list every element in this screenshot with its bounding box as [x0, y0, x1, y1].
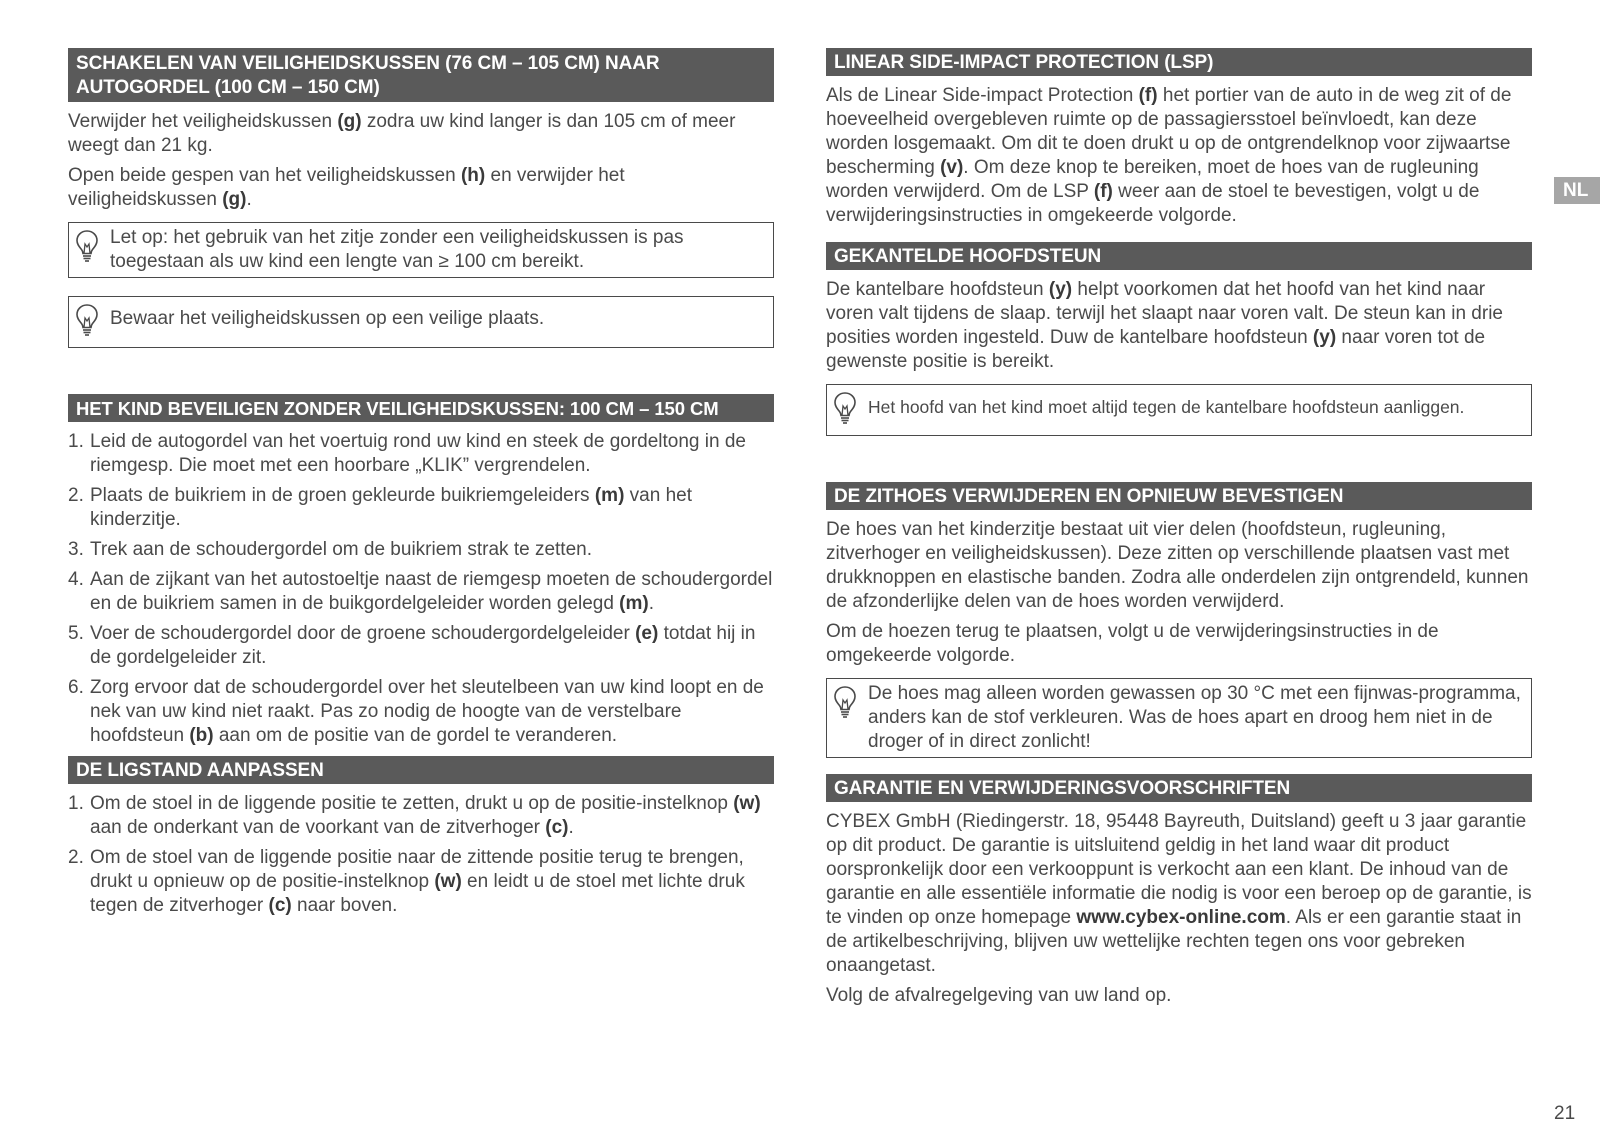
reference-label: (v): [940, 157, 964, 178]
text-run: Trek aan de schoudergordel om de buikriem strak te zetten.: [90, 539, 592, 560]
paragraph: [826, 984, 1532, 1008]
text-run: van het kinderzitje.: [90, 485, 693, 530]
paragraph: [826, 84, 1532, 228]
reference-label: (b): [189, 725, 214, 746]
text-run: . Om deze knop te bereiken, moet de hoes van de rugleuning worden verwijderd. Om de LSP: [826, 157, 1479, 202]
page-number: 21: [1554, 1103, 1576, 1124]
reference-label: (c): [545, 817, 569, 838]
section-heading: DE LIGSTAND AANPASSEN: [68, 756, 774, 784]
numbered-list: [68, 430, 774, 748]
lightbulb-icon: [75, 303, 99, 337]
note-box: [826, 384, 1532, 436]
note-text: Het hoofd van het kind moet altijd tegen de kantelbare hoofdsteun aanliggen.: [868, 397, 1465, 417]
text-run: weer aan de stoel te bevestigen, volgt u de verwijderingsinstructies in omgekeerde volgorde.: [826, 181, 1480, 226]
reference-label: www.cybex-online.com: [1076, 907, 1286, 928]
text-run: Om de stoel in de liggende positie te zetten, drukt u op de positie-instelknop: [90, 793, 734, 814]
reference-label: (w): [733, 793, 761, 814]
note-text: Let op: het gebruik van het zitje zonder een veiligheidskussen is pas toegestaan als uw kind een lengte van ≥ 100 cm bereikt.: [110, 227, 684, 272]
list-item: [68, 538, 774, 562]
text-run: Open beide gespen van het veiligheidskussen: [68, 165, 461, 186]
text-run: Om de stoel van de liggende positie naar de zittende positie terug te brengen, drukt u opnieuw op de positie-instelknop: [90, 847, 744, 892]
reference-label: (h): [460, 165, 486, 186]
text-run: Om de hoezen terug te plaatsen, volgt u de verwijderingsinstructies in de omgekeerde volgorde.: [826, 621, 1439, 666]
reference-label: (m): [619, 593, 649, 614]
text-run: totdat hij in de gordelgeleider zit.: [90, 623, 756, 668]
list-number: 1.: [68, 793, 84, 814]
paragraph: [826, 810, 1532, 978]
paragraph: [68, 164, 774, 212]
text-run: .: [246, 189, 252, 210]
list-item-text: [90, 485, 692, 530]
text-run: .: [648, 593, 655, 614]
section-heading: HET KIND BEVEILIGEN ZONDER VEILIGHEIDSKUSSEN: 100 CM – 150 CM: [68, 394, 774, 422]
list-item-text: [90, 431, 746, 476]
reference-label: (g): [337, 111, 362, 132]
list-item-text: [90, 677, 764, 746]
note-box: [68, 222, 774, 278]
list-number: 6.: [68, 677, 84, 698]
list-item: [68, 484, 774, 532]
language-tab: NL: [1554, 177, 1600, 204]
note-text: Bewaar het veiligheidskussen op een veilige plaats.: [110, 308, 545, 329]
text-run: en leidt u de stoel met lichte druk tegen de zitverhoger: [90, 871, 745, 916]
text-run: aan de onderkant van de voorkant van de zitverhoger: [90, 817, 546, 838]
text-run: .: [568, 817, 574, 838]
reference-label: (m): [594, 485, 625, 506]
text-run: naar boven.: [291, 895, 398, 916]
section-heading: GARANTIE EN VERWIJDERINGSVOORSCHRIFTEN: [826, 774, 1532, 802]
section-heading: GEKANTELDE HOOFDSTEUN: [826, 242, 1532, 270]
text-run: De kantelbare hoofdsteun: [826, 279, 1049, 300]
reference-label: (c): [268, 895, 292, 916]
section-heading: LINEAR SIDE-IMPACT PROTECTION (LSP): [826, 48, 1532, 76]
list-number: 2.: [68, 485, 84, 506]
lightbulb-icon: [833, 685, 857, 719]
text-run: Leid de autogordel van het voertuig rond uw kind en steek de gordeltong in de riemgesp. Die moet met een hoorbare „KLIK” vergrendelen.: [90, 431, 746, 476]
section-heading: SCHAKELEN VAN VEILIGHEIDSKUSSEN (76 CM – 105 CM) NAAR AUTOGORDEL (100 CM – 150 CM): [68, 48, 774, 102]
text-run: Voer de schoudergordel door de groene schoudergordelgeleider: [90, 623, 636, 644]
list-item: [68, 622, 774, 670]
paragraph: [68, 110, 774, 158]
reference-label: (y): [1312, 327, 1337, 348]
reference-label: (g): [222, 189, 247, 210]
list-item-text: [90, 623, 755, 668]
list-number: 1.: [68, 431, 84, 452]
text-run: Plaats de buikriem in de groen gekleurde buikriemgeleiders: [90, 485, 595, 506]
text-run: helpt voorkomen dat het hoofd van het kind naar voren valt tijdens de slaap. terwijl het slaapt naar voren valt. De steun kan in drie posities worden ingesteld. Duw de kantelbare hoofdsteun: [826, 279, 1503, 348]
list-item-text: [90, 539, 592, 560]
right-column: [826, 48, 1532, 1014]
text-run: zodra uw kind langer is dan 105 cm of meer weegt dan 21 kg.: [68, 111, 736, 156]
text-run: het portier van de auto in de weg zit of de hoeveelheid overgebleven ruimte op de passagiersstoel beïnvloedt, kan deze worden losgemaakt. Om dit te doen drukt u op de ontgrendelknop voor zijwaartse bescherming: [826, 85, 1512, 178]
note-text: De hoes mag alleen worden gewassen op 30 °C met een fijnwas-programma, anders kan de stof verkleuren. Was de hoes apart en droog hem niet in de droger of in direct zonlicht!: [868, 683, 1521, 752]
reference-label: (e): [635, 623, 659, 644]
reference-label: (f): [1093, 181, 1113, 202]
list-number: 4.: [68, 569, 84, 590]
paragraph: [826, 278, 1532, 374]
list-item-text: [90, 569, 772, 614]
list-item-text: [90, 793, 761, 838]
text-run: aan om de positie van de gordel te veranderen.: [213, 725, 618, 746]
text-run: . Als er een garantie staat in de artikelbeschrijving, blijven uw wettelijke rechten tegen ons voor gebreken onaangetast.: [826, 907, 1522, 976]
note-box: [826, 678, 1532, 758]
reference-label: (f): [1138, 85, 1158, 106]
list-number: 5.: [68, 623, 84, 644]
text-run: De hoes van het kinderzitje bestaat uit vier delen (hoofdsteun, rugleuning, zitverhoger en veiligheidskussen). Deze zitten op verschillende plaatsen vast met drukknoppen en elastische banden. Zodra alle onderdelen zijn ontgrendeld, kunnen de afzonderlijke delen van de hoes worden verwijderd.: [826, 519, 1529, 612]
list-item: [68, 430, 774, 478]
paragraph: [826, 518, 1532, 614]
text-run: Verwijder het veiligheidskussen: [68, 111, 338, 132]
left-column: [68, 48, 774, 926]
numbered-list: [68, 792, 774, 918]
list-item: [68, 846, 774, 918]
list-number: 2.: [68, 847, 84, 868]
text-run: Als de Linear Side-impact Protection: [826, 85, 1139, 106]
section-heading: DE ZITHOES VERWIJDEREN EN OPNIEUW BEVESTIGEN: [826, 482, 1532, 510]
text-run: CYBEX GmbH (Riedingerstr. 18, 95448 Bayreuth, Duitsland) geeft u 3 jaar garantie op dit product. De garantie is uitsluitend geldig in het land waar dit product oorspronkelijk door een verkooppunt is verkocht aan een klant. De inhoud van de garantie en alle essentiële informatie die nodig is voor een beroep op de garantie, is te vinden op onze homepage: [826, 811, 1532, 928]
list-item: [68, 792, 774, 840]
text-run: Aan de zijkant van het autostoeltje naast de riemgesp moeten de schoudergordel en de buikriem samen in de buikgordelgeleider worden gelegd: [90, 569, 773, 614]
paragraph: [826, 620, 1532, 668]
list-item-text: [90, 847, 745, 916]
lightbulb-icon: [75, 229, 99, 263]
reference-label: (y): [1048, 279, 1073, 300]
text-run: naar voren tot de gewenste positie is bereikt.: [826, 327, 1486, 372]
list-number: 3.: [68, 539, 84, 560]
list-item: [68, 568, 774, 616]
note-box: [68, 296, 774, 348]
text-run: en verwijder het veiligheidskussen: [68, 165, 625, 210]
text-run: Volg de afvalregelgeving van uw land op.: [826, 985, 1172, 1006]
text-run: Zorg ervoor dat de schoudergordel over het sleutelbeen van uw kind loopt en de nek van uw kind niet raakt. Pas zo nodig de hoogte van de verstelbare hoofdsteun: [90, 677, 764, 746]
lightbulb-icon: [833, 391, 857, 425]
reference-label: (w): [434, 871, 462, 892]
list-item: [68, 676, 774, 748]
